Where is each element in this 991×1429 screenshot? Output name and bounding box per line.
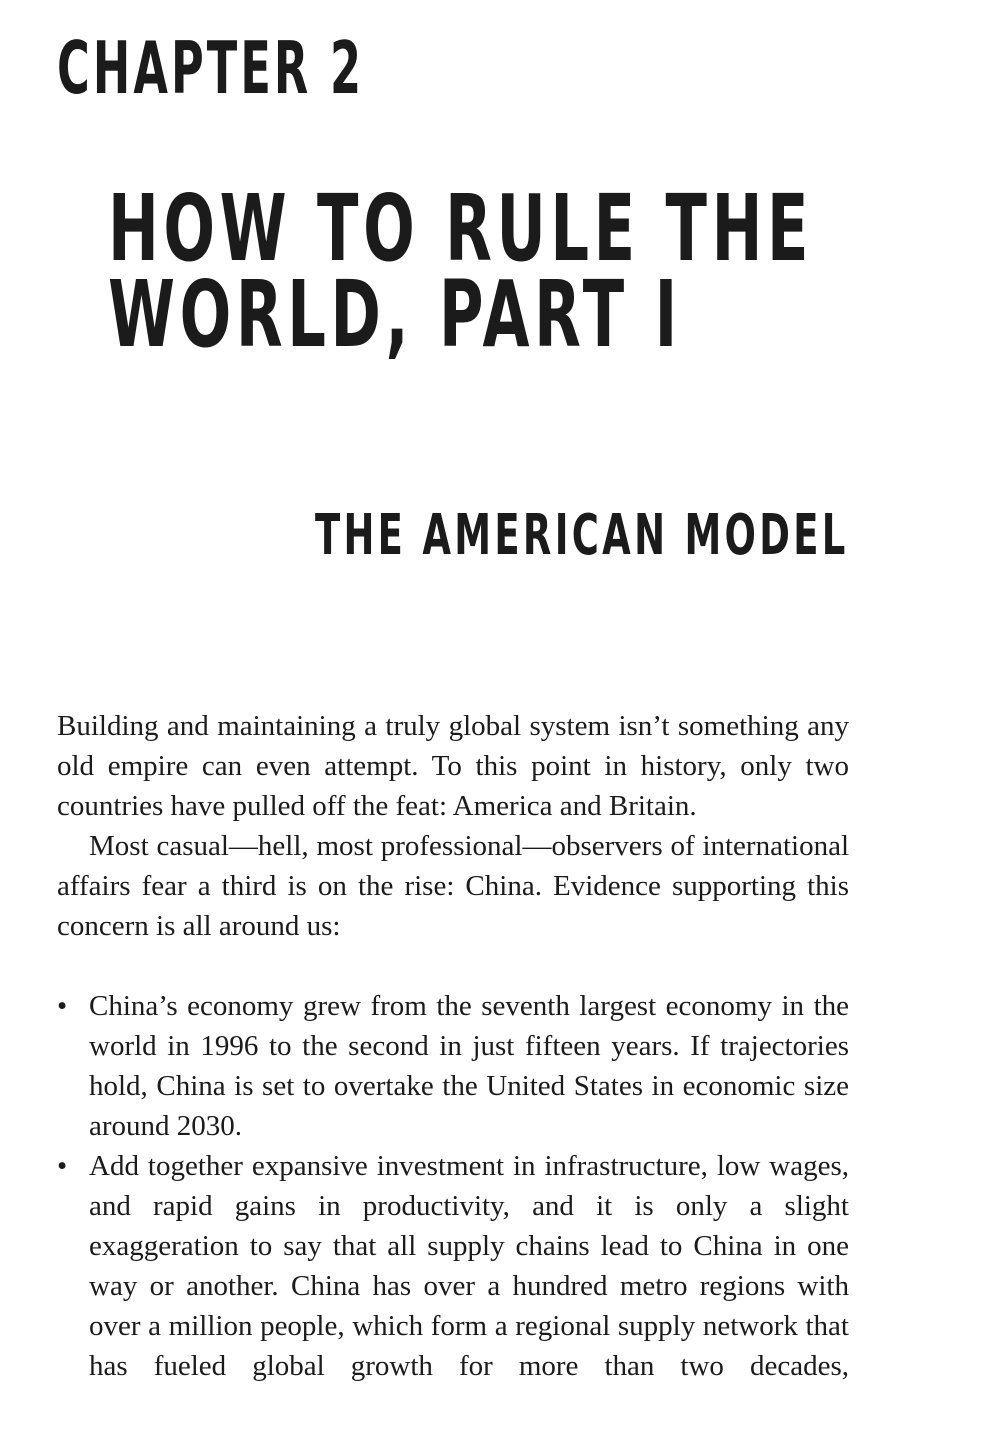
bullet-icon: • [57, 990, 68, 1022]
bullet-icon: • [57, 1150, 68, 1182]
bullet-text: China’s economy grew from the seventh largest economy in the world in 1996 to the second in just fifteen years. If trajectories hold, China is set to overtake the United States in economic size around 2030. [89, 990, 849, 1142]
body-text [57, 706, 849, 1386]
bullet-item [57, 986, 849, 1146]
chapter-title-line: HOW TO RULE THE [108, 175, 814, 282]
chapter-title [108, 175, 814, 368]
paragraph: Most casual—hell, most professional—observers of international affairs fear a third is on the rise: China. Evidence supporting this concern is all around us: [57, 830, 849, 942]
chapter-label: CHAPTER 2 [57, 26, 365, 110]
bullet-text: Add together expansive investment in infrastructure, low wages, and rapid gains in productivity, and it is only a slight exaggeration to say that all supply chains lead to China in one way or another. China has over a hundred metro regions with over a million people, which form a regional supply network that has fueled global growth for more than two decades, [89, 1150, 849, 1382]
chapter-title-line: WORLD, PART I [108, 261, 682, 368]
bullet-list [57, 986, 849, 1386]
section-title: THE AMERICAN MODEL [315, 503, 849, 568]
paragraph: Building and maintaining a truly global system isn’t something any old empire can even attempt. To this point in history, only two countries have pulled off the feat: America and Britain. [57, 710, 849, 822]
bullet-item [57, 1146, 849, 1386]
